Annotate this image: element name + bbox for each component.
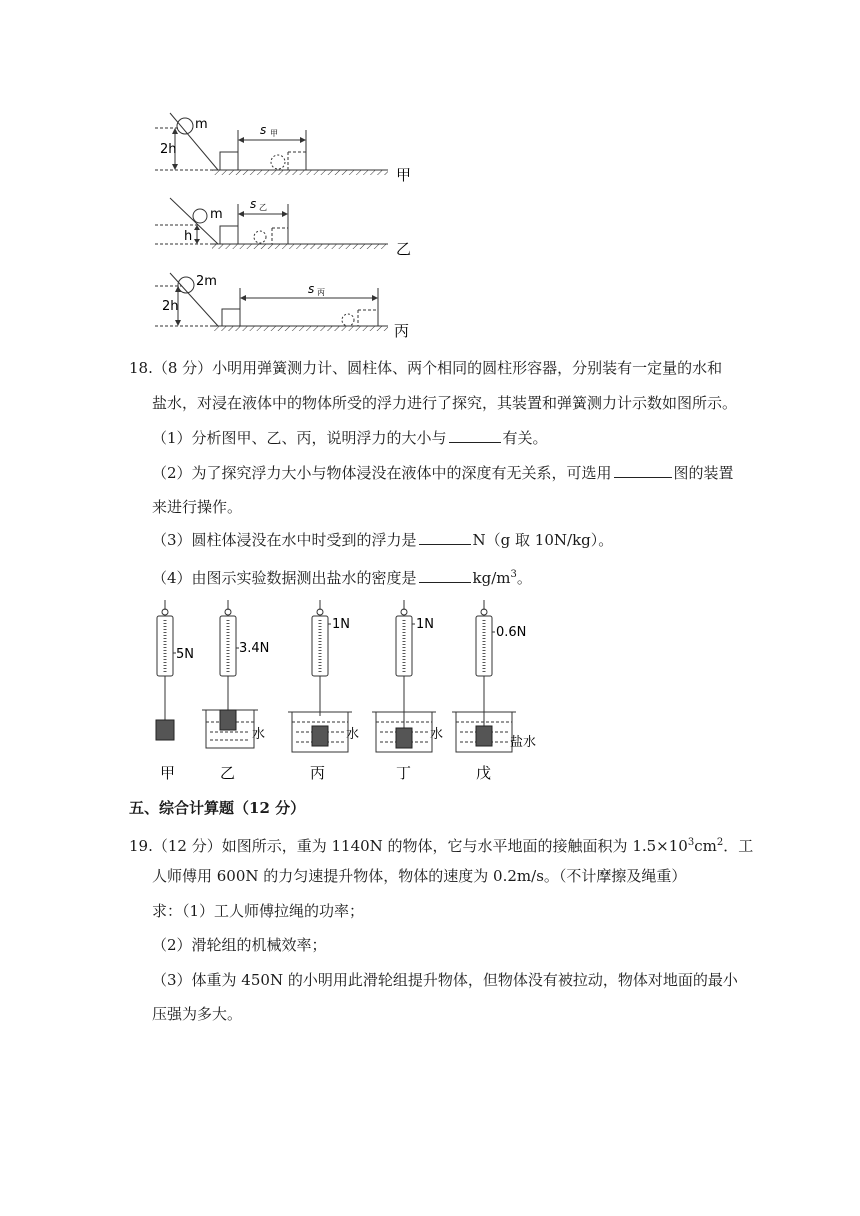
scale-jia: [156, 600, 194, 782]
scale-yi: [202, 600, 269, 782]
height-label: h: [184, 229, 193, 244]
q18-sub3: [152, 530, 613, 550]
panel-jia: [155, 113, 411, 184]
distance-label: s: [260, 123, 267, 137]
answer-blank[interactable]: [614, 463, 672, 478]
liquid-label: 水: [430, 727, 444, 742]
scale-name: 丁: [396, 764, 412, 782]
section-title: 五、综合计算题（12 分）: [129, 799, 306, 817]
q18-sub2-text: （2）为了探究浮力大小与物体浸没在液体中的深度有无关系，可选用: [152, 464, 612, 482]
liquid-label: 水: [346, 727, 360, 742]
q18-sub4-unit: kg/m: [472, 569, 511, 587]
q19-head-unit: cm: [694, 837, 717, 855]
scale-bing: [288, 600, 359, 782]
q18-sub2-tail: 图的装置: [673, 464, 734, 482]
q19-ask3-cont: 压强为多大。: [152, 1005, 243, 1023]
answer-blank[interactable]: [449, 428, 501, 443]
q18-sub4-end: 。: [516, 569, 532, 587]
q19-ask2: （2）滑轮组的机械效率；: [152, 936, 327, 954]
panel-name: 甲: [396, 166, 412, 184]
distance-label: s: [308, 282, 315, 296]
distance-subscript: 乙: [259, 203, 267, 212]
q18-sub1-tail: 有关。: [502, 429, 548, 447]
q18-head-cont: 盐水，对浸在液体中的物体所受的浮力进行了探究，其装置和弹簧测力计示数如图所示。: [152, 394, 738, 412]
scale-wu: [452, 600, 536, 782]
panel-bing: [155, 273, 409, 340]
mass-label: 2m: [196, 274, 217, 289]
q18-head: 18.（8 分）小明用弹簧测力计、圆柱体、两个相同的圆柱形容器，分别装有一定量的水和: [129, 359, 723, 377]
panel-yi: [155, 197, 411, 258]
q18-sub3-tail: N（g 取 10N/kg）。: [472, 531, 614, 549]
scale-reading: 5N: [176, 647, 194, 662]
answer-blank[interactable]: [419, 568, 471, 583]
height-label: 2h: [162, 299, 179, 314]
liquid-label: 盐水: [510, 735, 537, 750]
q19-head-text: 19.（12 分）如图所示，重为 1140N 的物体，它与水平地面的接触面积为 1.5×10: [129, 837, 688, 855]
scale-name: 乙: [220, 764, 236, 782]
q19-head-end: ．工: [723, 837, 754, 855]
q19-ask3: （3）体重为 450N 的小明用此滑轮组提升物体，但物体没有被拉动，物体对地面的最小: [152, 971, 738, 989]
mass-label: m: [210, 207, 223, 222]
liquid-label: 水: [252, 727, 266, 742]
distance-label: s: [250, 197, 257, 211]
q18-sub4-sup: 3: [510, 569, 517, 580]
scale-name: 丙: [310, 764, 326, 782]
q18-sub3-text: （3）圆柱体浸没在水中时受到的浮力是: [152, 531, 417, 549]
q18-sub2: [152, 463, 734, 483]
q19-head-cont: 人师傅用 600N 的力匀速提升物体，物体的速度为 0.2m/s。（不计摩擦及绳重）: [152, 867, 687, 885]
q18-sub4-text: （4）由图示实验数据测出盐水的密度是: [152, 569, 417, 587]
q19-head-sup2: 2: [716, 837, 724, 848]
q19-ask1: 求：（1）工人师傅拉绳的功率；: [152, 902, 365, 920]
distance-subscript: 甲: [270, 129, 278, 138]
scale-reading: 1N: [332, 617, 350, 632]
q18-sub1-text: （1）分析图甲、乙、丙，说明浮力的大小与: [152, 429, 447, 447]
scale-name: 戊: [476, 764, 492, 782]
q18-sub4: [152, 565, 532, 588]
q19-head: [129, 833, 753, 856]
distance-subscript: 丙: [317, 288, 325, 297]
answer-blank[interactable]: [419, 530, 471, 545]
height-label: 2h: [160, 142, 177, 157]
scale-reading: 3.4N: [239, 641, 270, 656]
ball-icon: [193, 209, 207, 223]
q19-head-sup: 3: [687, 837, 695, 848]
scale-name: 甲: [160, 764, 176, 782]
panel-name: 乙: [396, 240, 412, 258]
scale-reading: 0.6N: [496, 625, 527, 640]
q18-sub2-cont: 来进行操作。: [152, 498, 243, 516]
scale-ding: [372, 600, 443, 782]
q18-sub1: [152, 428, 548, 448]
scale-reading: 1N: [416, 617, 434, 632]
panel-name: 丙: [394, 322, 410, 340]
incline-figure: [140, 108, 430, 348]
spring-scale-figure: [140, 598, 560, 788]
ball-icon: [177, 118, 193, 134]
mass-label: m: [195, 117, 208, 132]
